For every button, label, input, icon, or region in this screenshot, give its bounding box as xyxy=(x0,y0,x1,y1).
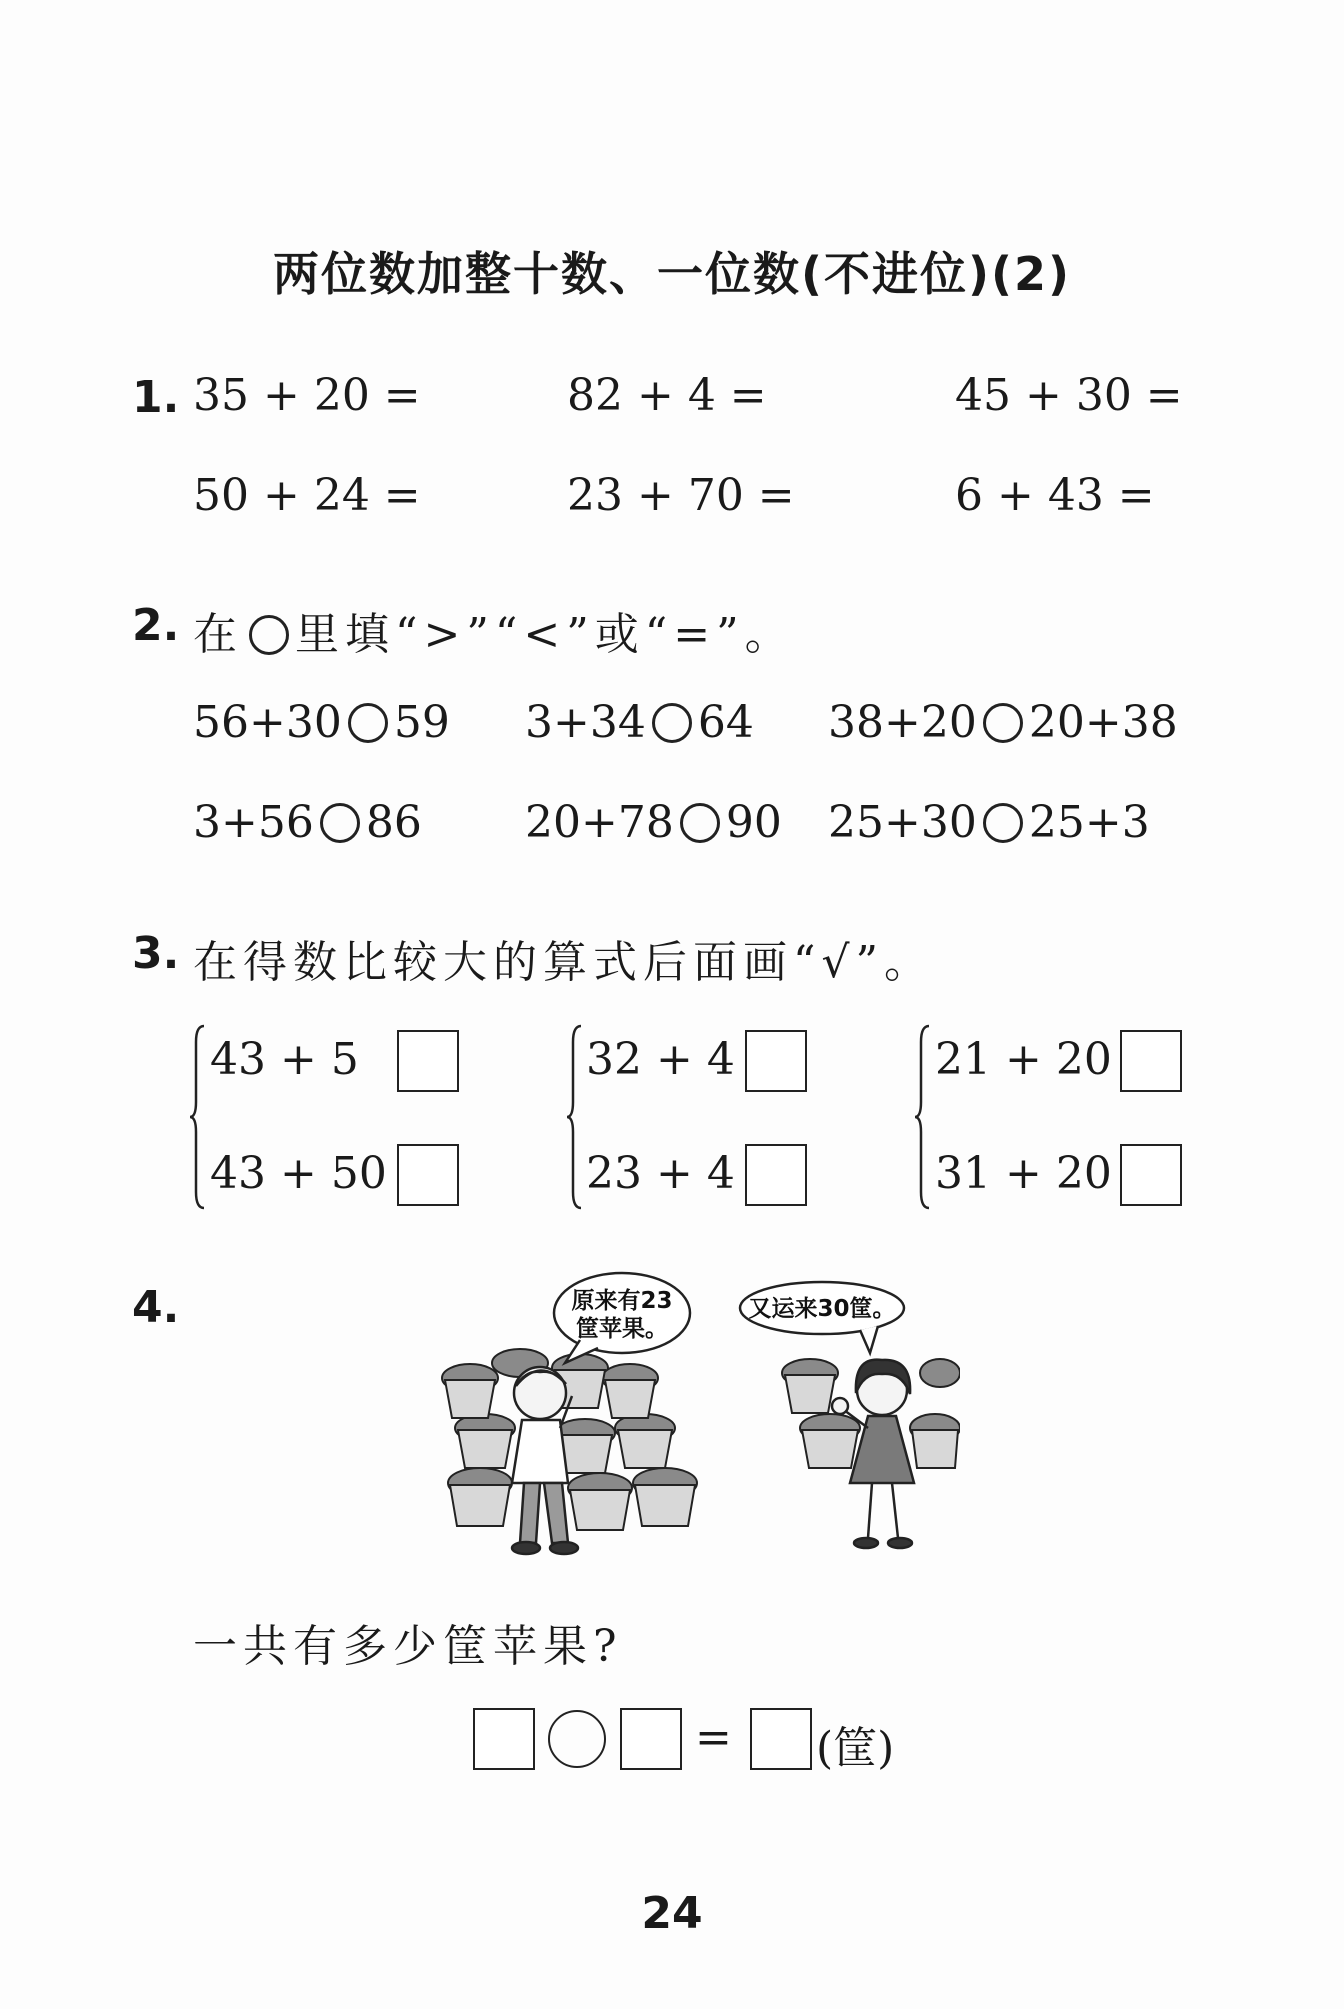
q1-item: 45 + 30 = xyxy=(955,370,1183,421)
answer-box-1[interactable] xyxy=(473,1708,535,1770)
question-4-prompt: 一共有多少筐苹果? xyxy=(193,1621,623,1672)
comparison-left: 3+56 xyxy=(193,797,314,848)
question-1-number: 1. xyxy=(132,372,180,423)
check-answer-box[interactable] xyxy=(745,1030,807,1092)
apple-baskets-illustration xyxy=(440,1268,960,1568)
comparison-left: 38+20 xyxy=(828,697,977,748)
comparison-left: 56+30 xyxy=(193,697,342,748)
check-answer-box[interactable] xyxy=(745,1144,807,1206)
answer-circle[interactable] xyxy=(983,703,1023,743)
comparison-left: 3+34 xyxy=(525,697,646,748)
q1-item: 23 + 70 = xyxy=(567,470,795,521)
q2-comparison xyxy=(828,797,1150,848)
q1-item: 6 + 43 = xyxy=(955,470,1155,521)
equals-sign: = xyxy=(695,1712,732,1763)
q3-expression: 23 + 4 xyxy=(586,1148,735,1199)
comparison-left: 25+30 xyxy=(828,797,977,848)
brace-icon xyxy=(188,1022,210,1212)
brace-icon xyxy=(565,1022,587,1212)
answer-box-2[interactable] xyxy=(620,1708,682,1770)
question-2-prompt xyxy=(193,598,795,662)
q2-comparison xyxy=(525,697,754,748)
answer-circle[interactable] xyxy=(348,703,388,743)
question-2-number: 2. xyxy=(132,600,180,651)
q3-expression: 21 + 20 xyxy=(935,1034,1112,1085)
page-title: 两位数加整十数、一位数(不进位)(2) xyxy=(272,247,1072,301)
check-answer-box[interactable] xyxy=(397,1030,459,1092)
comparison-left: 20+78 xyxy=(525,797,674,848)
comparison-right: 20+38 xyxy=(1028,697,1178,748)
prompt-part-b: 里填“>”“<”或“=”。 xyxy=(295,609,795,660)
circle-symbol-icon xyxy=(249,615,289,655)
answer-circle[interactable] xyxy=(680,803,720,843)
check-answer-box[interactable] xyxy=(397,1144,459,1206)
q1-item: 82 + 4 = xyxy=(567,370,767,421)
q1-item: 35 + 20 = xyxy=(193,370,421,421)
q1-item: 50 + 24 = xyxy=(193,470,421,521)
comparison-right: 90 xyxy=(725,797,782,848)
q2-comparison xyxy=(193,697,450,748)
answer-box-result[interactable] xyxy=(750,1708,812,1770)
operator-circle[interactable] xyxy=(548,1710,606,1768)
brace-icon xyxy=(913,1022,935,1212)
prompt-part-a: 在 xyxy=(193,609,243,660)
unit-label: (筐) xyxy=(816,1723,895,1774)
q3-expression: 32 + 4 xyxy=(586,1034,735,1085)
comparison-right: 64 xyxy=(697,697,754,748)
bubble-boy-line1: 原来有23 xyxy=(571,1288,673,1314)
comparison-right: 25+3 xyxy=(1028,797,1150,848)
q3-expression: 31 + 20 xyxy=(935,1148,1112,1199)
answer-circle[interactable] xyxy=(652,703,692,743)
q3-expression: 43 + 5 xyxy=(210,1034,359,1085)
q3-expression: 43 + 50 xyxy=(210,1148,387,1199)
bubble-boy-line2: 筐苹果。 xyxy=(576,1316,668,1342)
q2-comparison xyxy=(525,797,782,848)
check-answer-box[interactable] xyxy=(1120,1030,1182,1092)
bubble-girl-text: 又运来30筐。 xyxy=(748,1296,896,1322)
answer-circle[interactable] xyxy=(983,803,1023,843)
page-number: 24 xyxy=(641,1888,703,1939)
q2-comparison xyxy=(193,797,422,848)
question-3-number: 3. xyxy=(132,928,180,979)
comparison-right: 59 xyxy=(393,697,450,748)
question-3-prompt: 在得数比较大的算式后面画“√”。 xyxy=(193,937,935,988)
question-4-number: 4. xyxy=(132,1282,180,1333)
check-answer-box[interactable] xyxy=(1120,1144,1182,1206)
q2-comparison xyxy=(828,697,1178,748)
comparison-right: 86 xyxy=(365,797,422,848)
answer-circle[interactable] xyxy=(320,803,360,843)
